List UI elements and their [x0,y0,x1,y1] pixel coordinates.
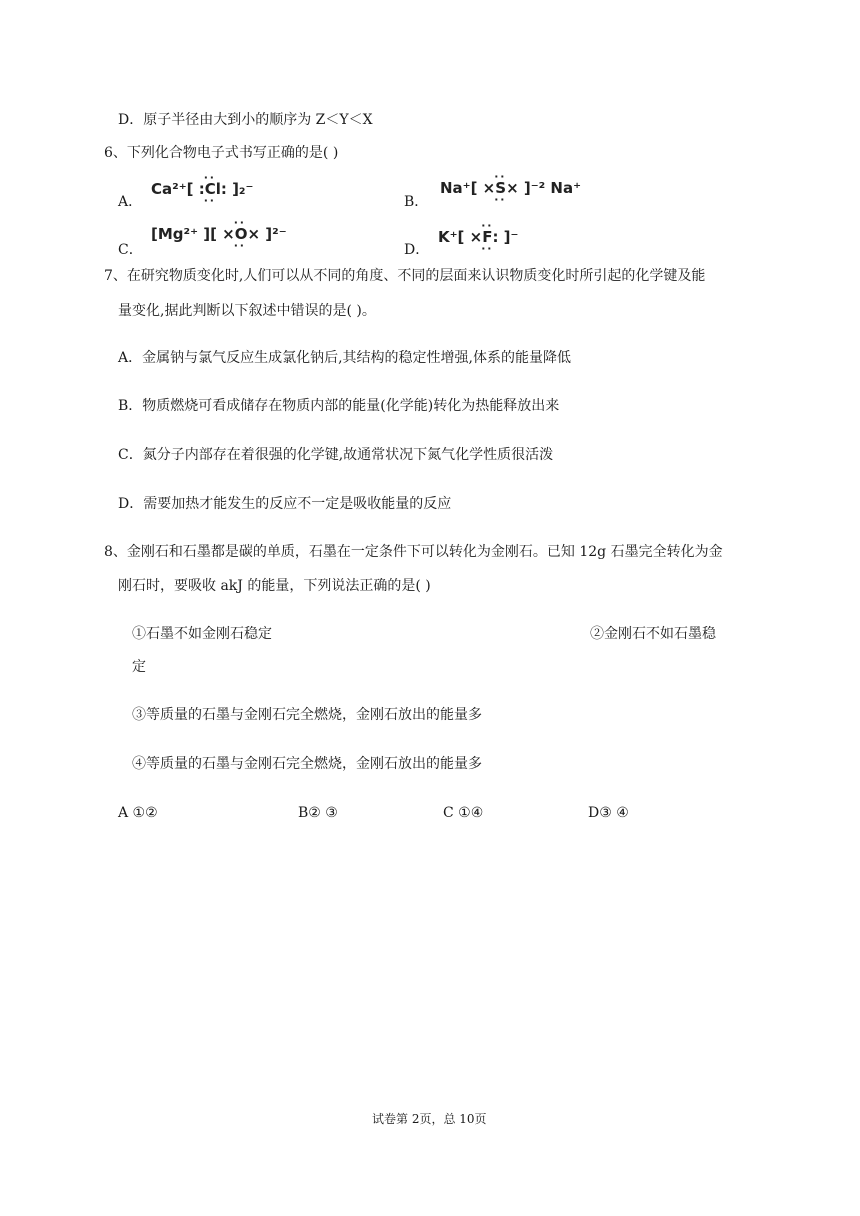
formula-d-post: : ]⁻ [492,228,519,246]
formula-a-center: · · Cl · · [205,180,221,198]
q7-stem-line2: 量变化,据此判断以下叙述中错误的是( )。 [118,303,376,319]
formula-d-center: · · F · · [482,228,492,246]
formula-b-pre: Na⁺[ × [440,179,496,197]
q6-label-a: A． [118,194,143,210]
formula-c-post: × ]²⁻ [247,225,287,243]
formula-c-pre: [Mg²⁺ ][ × [151,225,235,243]
q7-option-d: D．需要加热才能发生的反应不一定是吸收能量的反应 [118,496,452,512]
q7-option-a: A．金属钠与氯气反应生成氯化钠后,其结构的稳定性增强,体系的能量降低 [118,350,572,366]
q8-stem-line1: 8、金刚石和石墨都是碳的单质，石墨在一定条件下可以转化为金刚石。已知 12g 石墨完全转化为金 [104,544,723,560]
q8-stem-line2: 刚石时，要吸收 akJ 的能量，下列说法正确的是( ) [118,578,431,594]
formula-c-center: · · O · · [235,225,248,243]
q8-choice-a: A ①② [118,805,158,821]
q6-formula-b [440,179,581,197]
formula-b-post: × ]⁻² Na⁺ [506,179,582,197]
formula-b-center: · · S · · [495,179,506,197]
q6-label-b: B． [404,194,429,210]
q8-choice-c: C ①④ [443,805,484,821]
q5-option-d: D．原子半径由大到小的顺序为 Z＜Y＜X [118,112,373,128]
page-footer: 试卷第 2页，总 10页 [372,1112,487,1126]
q6-formula-d [438,228,518,246]
q8-statement-3: ③等质量的石墨与金刚石完全燃烧，金刚石放出的能量多 [132,707,482,723]
q6-formula-a [151,180,253,198]
q8-choice-b: B② ③ [298,805,338,821]
q8-statement-1: ①石墨不如金刚石稳定 [132,626,272,642]
q6-label-d: D． [404,242,430,258]
q8-statement-2-continued: 定 [132,659,146,675]
q7-stem-line1: 7、在研究物质变化时,人们可以从不同的角度、不同的层面来认识物质变化时所引起的化学键及能 [104,268,706,284]
formula-a-post: : ]₂⁻ [220,180,254,198]
q7-option-b: B．物质燃烧可看成储存在物质内部的能量(化学能)转化为热能释放出来 [118,398,560,414]
q8-statement-4: ④等质量的石墨与金刚石完全燃烧，金刚石放出的能量多 [132,756,482,772]
formula-a-pre: Ca²⁺[ : [151,180,205,198]
q6-formula-c [151,225,287,243]
q6-stem: 6、下列化合物电子式书写正确的是( ) [104,145,339,161]
q7-option-c: C．氮分子内部存在着很强的化学键,故通常状况下氮气化学性质很活泼 [118,447,554,463]
q8-statement-2: ②金刚石不如石墨稳 [590,626,716,642]
q6-label-c: C． [118,242,143,258]
formula-d-pre: K⁺[ × [438,228,483,246]
q8-choice-d: D③ ④ [588,805,629,821]
